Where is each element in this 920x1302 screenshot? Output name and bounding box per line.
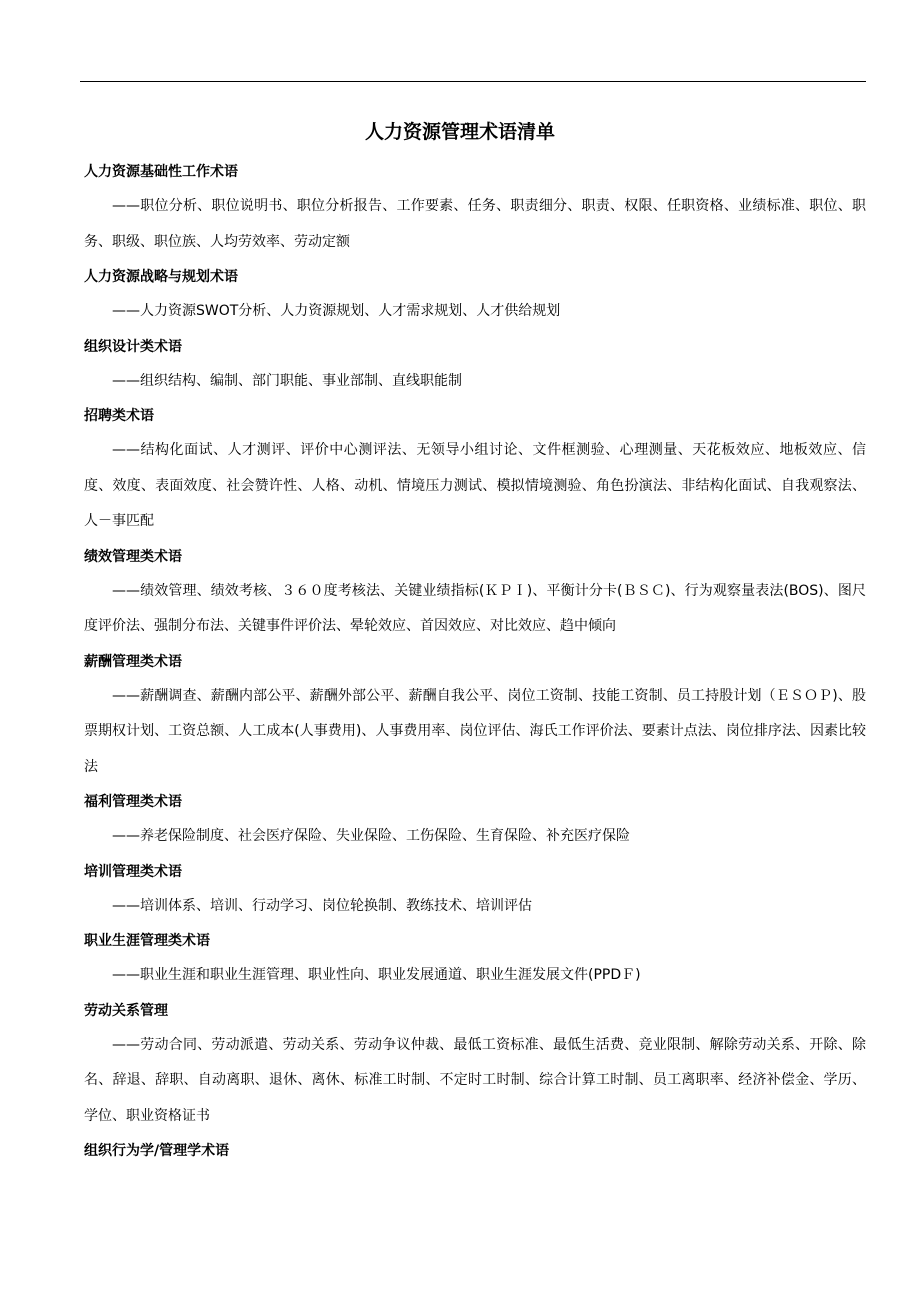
section-career <box>84 926 866 994</box>
section-heading: 组织行为学/管理学术语 <box>84 1143 230 1159</box>
section-training <box>84 857 866 925</box>
section-body: ——培训体系、培训、行动学习、岗位轮换制、教练技术、培训评估 <box>112 897 532 914</box>
section-body: ——养老保险制度、社会医疗保险、失业保险、工伤保险、生育保险、补充医疗保险 <box>112 828 630 844</box>
section-org-behavior <box>84 1136 866 1166</box>
section-heading: 招聘类术语 <box>84 408 154 424</box>
section-labor-relations <box>84 996 866 1135</box>
section-body: ——人力资源SWOT分析、人力资源规划、人才需求规划、人才供给规划 <box>112 303 561 319</box>
section-body: ——薪酬调查、薪酬内部公平、薪酬外部公平、薪酬自我公平、岗位工资制、技能工资制、员工持股计划（ＥＳＯＰ)、股票期权计划、工资总额、人工成本(人事费用)、人事费用率、岗位评估、海氏工作评价法、要素计点法、岗位排序法、因素比较法 <box>84 687 866 775</box>
section-compensation <box>84 647 866 786</box>
section-body: ——劳动合同、劳动派遣、劳动关系、劳动争议仲裁、最低工资标准、最低生活费、竞业限制、解除劳动关系、开除、除名、辞退、辞职、自动离职、退休、离休、标准工时制、不定时工时制、综合计算工时制、员工离职率、经济补偿金、学历、学位、职业资格证书 <box>84 1036 866 1124</box>
header-rule <box>80 81 866 82</box>
section-heading: 劳动关系管理 <box>84 1002 168 1019</box>
section-heading: 人力资源基础性工作术语 <box>84 164 238 180</box>
section-performance <box>84 542 866 645</box>
section-body: ——组织结构、编制、部门职能、事业部制、直线职能制 <box>112 372 462 389</box>
document-title: 人力资源管理术语清单 <box>364 121 555 143</box>
section-hr-strategy <box>84 262 866 330</box>
section-body: ——绩效管理、绩效考核、３６０度考核法、关键业绩指标(ＫＰＩ)、平衡计分卡(ＢＳＣ)、行为观察量表法(BOS)、图尺度评价法、强制分布法、关键事件评价法、晕轮效应、首因效应、对比效应、趋中倾向 <box>84 582 866 634</box>
section-hr-basics <box>84 157 866 260</box>
section-heading: 人力资源战略与规划术语 <box>84 269 238 285</box>
section-benefits <box>84 787 866 855</box>
document-content <box>84 157 866 1168</box>
section-body: ——职位分析、职位说明书、职位分析报告、工作要素、任务、职责细分、职责、权限、任职资格、业绩标准、职位、职务、职级、职位族、人均劳效率、劳动定额 <box>84 198 866 250</box>
section-heading: 组织设计类术语 <box>84 338 182 355</box>
section-heading: 职业生涯管理类术语 <box>84 933 210 949</box>
section-heading: 培训管理类术语 <box>84 863 182 880</box>
section-heading: 薪酬管理类术语 <box>84 653 182 670</box>
section-recruitment <box>84 401 866 540</box>
section-org-design <box>84 332 866 400</box>
section-heading: 福利管理类术语 <box>84 794 182 810</box>
section-heading: 绩效管理类术语 <box>84 548 182 565</box>
section-body: ——结构化面试、人才测评、评价中心测评法、无领导小组讨论、文件框测验、心理测量、天花板效应、地板效应、信度、效度、表面效度、社会赞许性、人格、动机、情境压力测试、模拟情境测验、角色扮演法、非结构化面试、自我观察法、人－事匹配 <box>84 442 866 529</box>
section-body: ——职业生涯和职业生涯管理、职业性向、职业发展通道、职业生涯发展文件(PPDＦ) <box>112 967 641 983</box>
